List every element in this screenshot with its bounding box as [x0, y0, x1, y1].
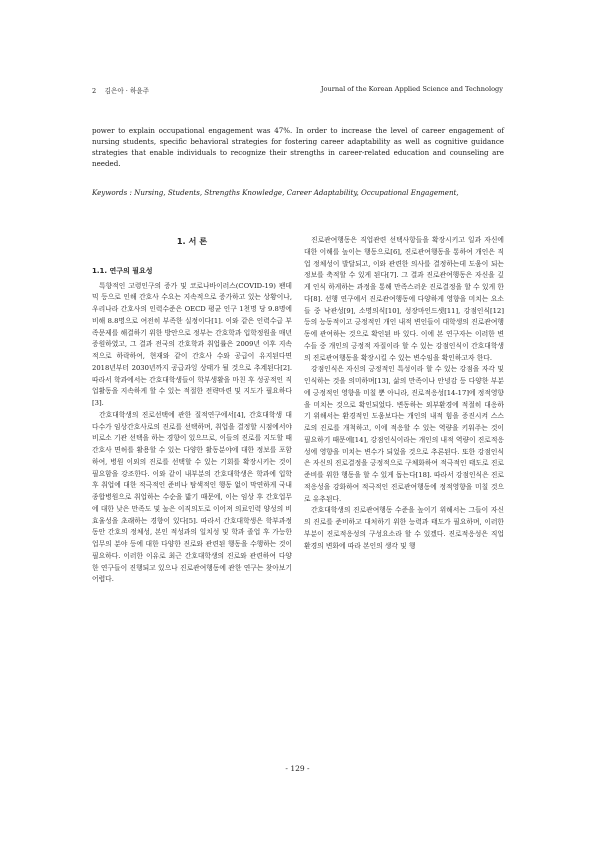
abstract-tail: power to explain occupational engagement was 47%. In order to increase the level of career engagement of nursing students, specific behavioral strategies for fostering career adaptability as well as cognitive guidance strategies that enable individuals to recognize their strengths in career-related education and counseling are needed.: [92, 126, 504, 169]
page-number: - 129 -: [285, 764, 310, 773]
paragraph: 진로관여행동은 직업관련 선택사항들을 확장시키고 일과 자신에 대한 이해를 높이는 행동으로[6], 진로관여행동을 통하여 개인은 직업 정체성이 발달되고, 이와 관련한 의사를 결정하는데 도움이 되는 정보를 축적할 수 있게 된다[7]. 그 결과 진로관여행동은 자신을 깊게 인식 하게하는 과정을 통해 만족스러운 진로결정을 할 수 있게 한다[8]. 선행 연구에서 진로관여행동에 다양하게 영향을 미치는 요소들 중 낙관성[9], 소명의식[10], 성장마인드셋[11], 강점인식[12]등의 능동적이고 긍정적인 개인 내적 변인들이 대학생의 진로관여행동에 관여하는 것으로 확인된 바 있다. 이에 본 연구자는 이러한 변수들 중 개인의 긍정적 자질이라 할 수 있는 강점인식이 간호대학생의 진로관여행동을 확장시킬 수 있는 변수임을 확인하고자 한다.: [304, 236, 504, 362]
header-page-authors: [92, 85, 149, 95]
header-page: 2: [92, 87, 97, 95]
subsection-title: 1.1. 연구의 필요성: [92, 266, 153, 275]
right-column: [304, 235, 504, 552]
header-authors: 김은아 · 하윤주: [104, 87, 150, 95]
paragraph: 강점인식은 자신의 긍정적인 특성이라 할 수 있는 강점을 자각 및 인식하는 것을 의미하며[13], 삶의 만족이나 안녕감 등 다양한 부분에 긍정적인 영향을 미칠 뿐 아니라, 진로적응성[14-17]에 정적영향을 미치는 것으로 확인되었다. 변동하는 외부환경에 적절히 대응하기 위해서는 환경적인 도움보다는 개인의 내적 힘을 증진시켜 스스로의 진로를 개척하고, 이에 적응할 수 있는 역량을 키워주는 것이 필요하기 때문에[14], 강점인식이라는 개인의 내적 역량이 진로적응성에 영향을 미치는 변수가 되었을 것으로 추론된다. 또한 강점인식은 자신의 진로결정을 긍정적으로 구체화하여 적극적인 태도로 진로 준비를 위한 행동을 할 수 있게 돕는다[18]. 따라서 강점인식은 진로적응성을 강화하여 적극적인 진로관여행동에 정적영향을 미칠 것으로 유추된다.: [304, 365, 504, 503]
section-title: 1. 서 론: [176, 236, 208, 246]
paragraph: 특향적인 고령인구의 증가 및 코로나바이러스(COVID-19) 팬데믹 등으로 인해 간호사 수요는 지속적으로 증가하고 있는 상황이나, 우리나라 간호사의 인력수준은 OECD 평균 인구 1천명 당 9.8명에 비해 8.8명으로 여전히 부족한 실정이다[1]. 이와 같은 인력수급 부족문제를 해결하기 위한 방안으로 정부는 간호학과 입학정원을 매년 증원하였고, 그 결과 전국의 간호학과 취업률은 2009년 이후 지속적으로 하락하여, 현재와 같이 간호사 수와 공급이 유지된다면 2018년부터 2030년까지 공급과잉 상태가 될 것으로 추계된다[2]. 따라서 학과에서는 간호대학생들이 학부생활을 마친 후 성공적인 직업활동을 지속하게 할 수 있는 적절한 전략마련 및 지도가 필요하다[3].: [92, 281, 292, 407]
running-header: [92, 85, 503, 97]
keywords: Keywords : Nursing, Students, Strengths Knowledge, Career Adaptability, Occupational Engagement,: [92, 188, 459, 197]
header-journal: Journal of the Korean Applied Science and Technology: [320, 85, 503, 93]
paragraph: 간호대학생의 진로선택에 관한 질적연구에서[4], 간호대학생 대다수가 임상간호사로의 진로를 선택하며, 취업을 결정할 시점에서야 비로소 기관 선택을 하는 경향이 있으므로, 이들의 진로를 지도할 때 간호사 면허를 활용할 수 있는 다양한 활동분야에 대한 정보를 포함하여, 병원 이외의 진로를 선택할 수 있는 기회를 확장시키는 것이 필요함을 강조한다. 이와 같이 내부분의 간호대학생은 학과에 입학 후 취업에 대한 적극적인 준비나 탐색적인 행동 없이 막연하게 국내 종합병원으로 취업하는 수순을 밟기 때문에, 이는 임상 후 간호업무에 대한 낮은 만족도 및 높은 이직의도로 이어져 의료인력 양성의 비효율성을 초래하는 경향이 있다[5]. 따라서 간호대학생은 학부과정 동안 간호의 정체성, 본인 적성과의 일치성 및 학과 졸업 후 가능한 업무의 분야 등에 대한 다양한 진로와 관련된 행동을 수행하는 것이 필요하다. 이러한 이유로 최근 간호대학생의 진로와 관련하여 다양한 연구들이 진행되고 있으나 진로관여행동에 관한 연구는 찾아보기 어렵다.: [92, 410, 292, 584]
paragraph: 간호대학생의 진로관여행동 수준을 높이기 위해서는 그들이 자신의 진로를 준비하고 대처하기 위한 능력과 태도가 필요하며, 이러한 부분이 진로적응성의 구성요소라 할 수 있겠다. 진로적응성은 직업 환경의 변화에 따라 본인의 생각 및 행: [304, 506, 504, 550]
left-column: [92, 232, 292, 586]
